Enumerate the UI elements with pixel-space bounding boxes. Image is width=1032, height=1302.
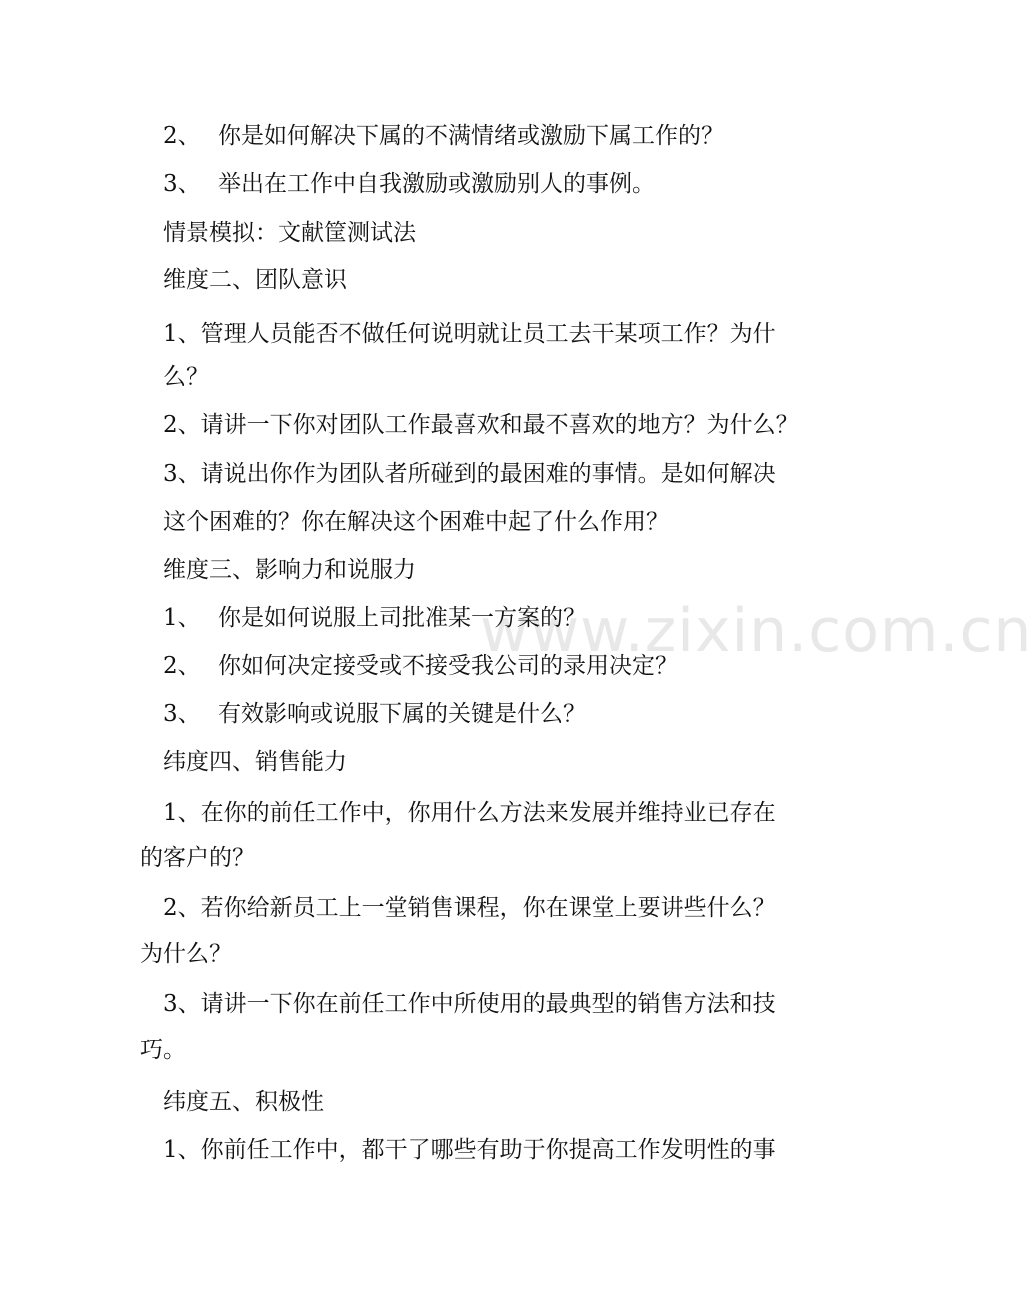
list-item: 1、你前任工作中，都干了哪些有助于你提高工作发明性的事 <box>163 1137 776 1163</box>
list-item: 2、若你给新员工上一堂销售课程，你在课堂上要讲些什么？ <box>163 895 776 921</box>
list-item-continuation: 的客户的？ <box>140 845 255 871</box>
section-heading: 情景模拟：文献筐测试法 <box>163 220 416 246</box>
list-item-continuation: 巧。 <box>140 1037 186 1063</box>
list-item: 3、请讲一下你在前任工作中所使用的最典型的销售方法和技 <box>163 991 776 1017</box>
list-item-continuation: 为什么？ <box>140 941 232 967</box>
list-item: 1、在你的前任工作中，你用什么方法来发展并维持业已存在 <box>163 800 776 826</box>
list-item: 3、请说出你作为团队者所碰到的最困难的事情。是如何解决 <box>163 461 776 487</box>
item-number: 1、 <box>163 605 201 631</box>
list-item-continuation: 么？ <box>163 364 209 390</box>
watermark: www.zixin.com.cn <box>480 596 1032 666</box>
item-text: 你如何决定接受或不接受我公司的录用决定？ <box>218 653 678 679</box>
section-heading: 纬度四、销售能力 <box>163 749 347 775</box>
list-item: 2、请讲一下你对团队工作最喜欢和最不喜欢的地方？为什么？ <box>163 412 799 438</box>
list-item: 1、管理人员能否不做任何说明就让员工去干某项工作？为什 <box>163 321 776 347</box>
item-text: 举出在工作中自我激励或激励别人的事例。 <box>218 171 655 197</box>
item-number: 2、 <box>163 123 201 149</box>
section-heading: 纬度五、积极性 <box>163 1089 324 1115</box>
item-text: 你是如何解决下属的不满情绪或激励下属工作的？ <box>218 123 724 149</box>
item-number: 2、 <box>163 653 201 679</box>
item-number: 3、 <box>163 171 201 197</box>
item-number: 3、 <box>163 701 201 727</box>
item-text: 有效影响或说服下属的关键是什么？ <box>218 701 586 727</box>
list-item-continuation: 这个困难的？你在解决这个困难中起了什么作用？ <box>163 509 669 535</box>
section-heading: 维度二、团队意识 <box>163 267 347 293</box>
item-text: 你是如何说服上司批准某一方案的？ <box>218 605 586 631</box>
section-heading: 维度三、影响力和说服力 <box>163 557 416 583</box>
